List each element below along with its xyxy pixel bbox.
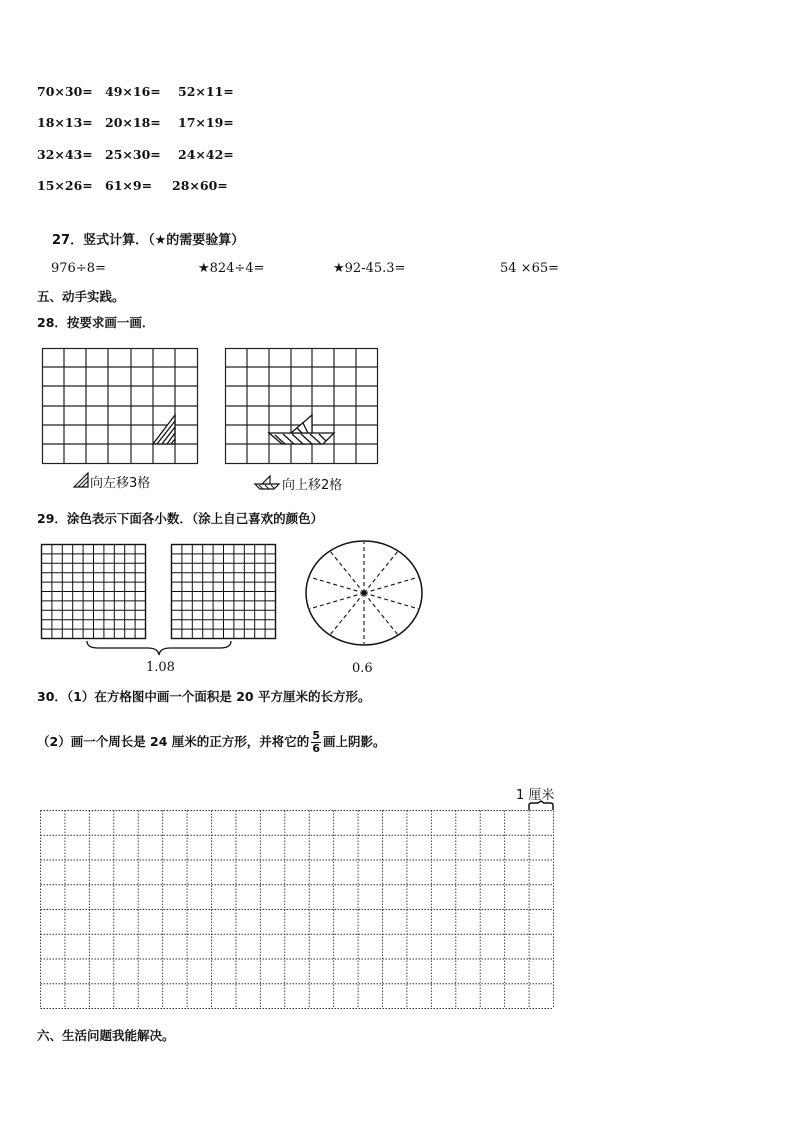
calc-item: 20×18= bbox=[105, 115, 161, 130]
label-1-08: 1.08 bbox=[146, 660, 175, 675]
q28-caption-left: 向左移3格 bbox=[90, 476, 151, 491]
flag-shape bbox=[153, 415, 175, 444]
flag-icon bbox=[73, 472, 89, 488]
q28-title: 28．按要求画一画． bbox=[37, 315, 155, 330]
calc-item: 70×30= bbox=[37, 84, 93, 99]
fraction-5-6 bbox=[311, 730, 321, 755]
circle-divided[interactable] bbox=[304, 539, 424, 647]
fraction-numerator: 5 bbox=[312, 729, 320, 742]
q30-part2 bbox=[37, 727, 385, 767]
unit-label: 1 厘米 bbox=[516, 788, 555, 803]
section5-title: 五、动手实践。 bbox=[37, 289, 125, 304]
calc-item: 52×11= bbox=[178, 84, 234, 99]
q27-item: ★92-45.3= bbox=[333, 261, 406, 276]
q30-part1: 30．（1）在方格图中画一个面积是 20 平方厘米的长方形。 bbox=[37, 689, 371, 704]
calc-item: 18×13= bbox=[37, 115, 93, 130]
q28-grid-left[interactable] bbox=[42, 348, 198, 464]
q30-part2-text: （2）画一个周长是 24 厘米的正方形，并将它的 bbox=[37, 734, 310, 749]
fraction-denominator: 6 bbox=[312, 742, 320, 755]
curly-brace bbox=[86, 640, 232, 656]
calc-item: 17×19= bbox=[178, 115, 234, 130]
hundred-grid-right[interactable] bbox=[171, 544, 276, 639]
calc-item: 61×9= bbox=[105, 178, 153, 193]
label-0-6: 0.6 bbox=[352, 661, 373, 676]
q27-item: ★824÷4= bbox=[198, 261, 265, 276]
calc-item: 15×26= bbox=[37, 178, 93, 193]
boat-shape bbox=[269, 415, 334, 444]
boat-icon bbox=[254, 474, 280, 490]
calc-item: 24×42= bbox=[178, 147, 234, 162]
q28-grid-right[interactable] bbox=[225, 348, 378, 464]
hundred-grid-left[interactable] bbox=[41, 544, 146, 639]
q27-item: 54 ×65= bbox=[500, 261, 560, 276]
section6-title: 六、生活问题我能解决。 bbox=[37, 1028, 175, 1043]
square-grid-paper[interactable] bbox=[40, 810, 554, 1009]
calc-item: 25×30= bbox=[105, 147, 161, 162]
q30-part2-text-end: 画上阴影。 bbox=[322, 734, 386, 749]
q27-title: 27．竖式计算．（★的需要验算） bbox=[52, 233, 245, 248]
q28-caption-right: 向上移2格 bbox=[282, 478, 343, 493]
calc-item: 28×60= bbox=[172, 178, 228, 193]
q27-item: 976÷8= bbox=[51, 261, 106, 276]
calc-item: 49×16= bbox=[105, 84, 161, 99]
calc-item: 32×43= bbox=[37, 147, 93, 162]
q29-title: 29．涂色表示下面各小数．（涂上自己喜欢的颜色） bbox=[37, 511, 324, 526]
